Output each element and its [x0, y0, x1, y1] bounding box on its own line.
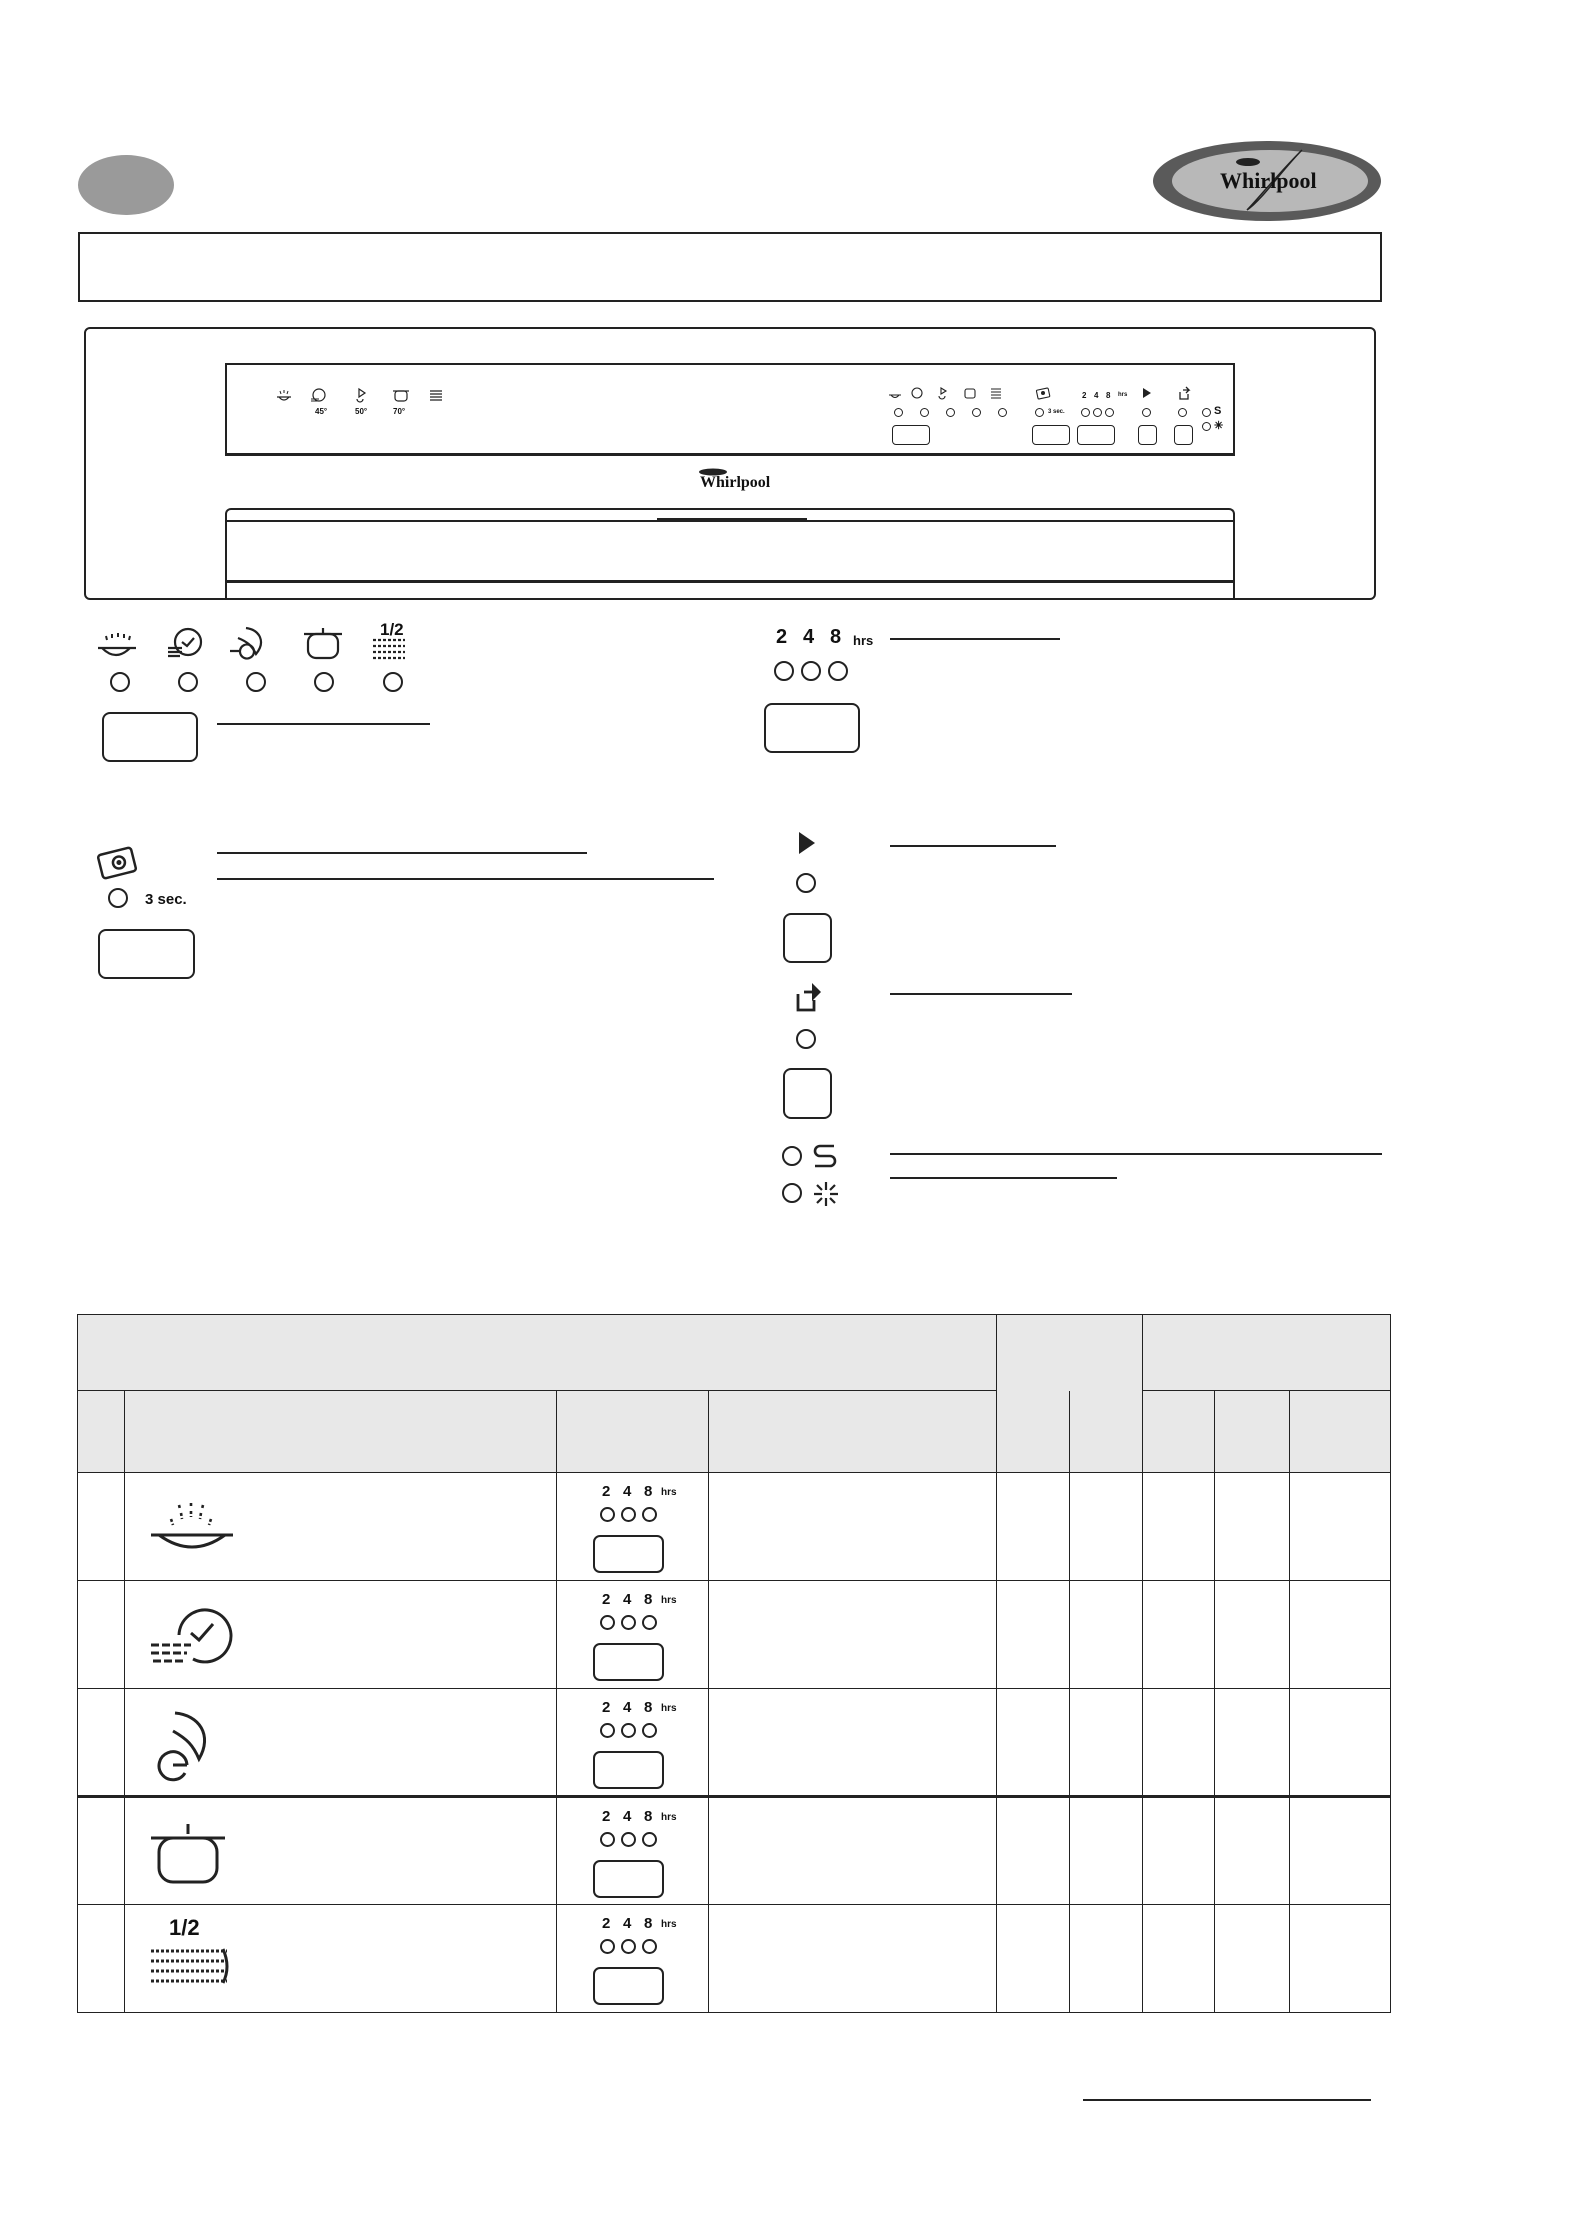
panel-temp-45: 45°: [315, 407, 328, 416]
row-led-4: [621, 1723, 636, 1738]
row-led-8: [642, 1832, 657, 1847]
table-header-sub-1: [1143, 1391, 1215, 1473]
legend-half-load-fraction: 1/2: [380, 620, 404, 639]
legend-start-rule: [890, 845, 1056, 847]
table-row: 2 4 8 hrs: [78, 1797, 1391, 1905]
table-row: 2 4 8 hrs: [78, 1473, 1391, 1581]
legend-led-hold: [108, 888, 128, 908]
legend-led-eco: [246, 672, 266, 692]
legend-program-rule: [217, 723, 430, 725]
table-header-program: [125, 1391, 557, 1473]
legend-led-salt: [782, 1146, 802, 1166]
panel-delay-2: 2: [1082, 391, 1087, 400]
legend-start-icon: [797, 830, 817, 856]
legend-hold-label: 3 sec.: [145, 891, 187, 908]
table-header-main: [78, 1315, 997, 1391]
legend-led-half-load: [383, 672, 403, 692]
row-led-4: [621, 1507, 636, 1522]
panel-led-salt: [1202, 408, 1211, 417]
legend-hold-icon: [96, 845, 138, 881]
panel-led-hold: [1035, 408, 1044, 417]
half-load-icon: [125, 1905, 557, 2013]
legend-salt-icon: [812, 1143, 838, 1167]
panel-delay-4: 4: [1094, 391, 1099, 400]
legend-led-delay-4: [801, 661, 821, 681]
brand-logo-text: Whirlpool: [1220, 168, 1317, 193]
row-led-4: [621, 1939, 636, 1954]
legend-led-start: [796, 873, 816, 893]
legend-led-delay-2: [774, 661, 794, 681]
row-led-2: [600, 1939, 615, 1954]
panel-led-3: [946, 408, 955, 417]
panel-delay-button[interactable]: [1077, 425, 1115, 445]
row-led-2: [600, 1615, 615, 1630]
table-header-num: [78, 1391, 125, 1473]
panel-start-button[interactable]: [1138, 425, 1157, 445]
panel-led-4: [972, 408, 981, 417]
table-row: 2 4 8 hrs: [78, 1581, 1391, 1689]
row-delay-button[interactable]: [593, 1967, 664, 2005]
panel-temp-70: 70°: [393, 407, 406, 416]
row-led-8: [642, 1615, 657, 1630]
control-panel: [225, 363, 1235, 456]
row-delay-button[interactable]: [593, 1535, 664, 1573]
table-header-col-group-a: [997, 1315, 1143, 1473]
legend-delay-2: 2: [776, 626, 788, 648]
row-led-8: [642, 1723, 657, 1738]
row-led-2: [600, 1832, 615, 1847]
legend-delay-4: 4: [803, 626, 815, 648]
table-row: 1/2 2 4 8 hrs: [78, 1905, 1391, 2013]
panel-led-start: [1142, 408, 1151, 417]
legend-indicator-rule-2: [890, 1177, 1117, 1179]
row-delay-button[interactable]: [593, 1751, 664, 1789]
program-table: [77, 1314, 1391, 2013]
brand-logo: [1152, 140, 1382, 222]
panel-rinse-aid-icon: ✳: [1214, 420, 1224, 432]
legend-reset-button[interactable]: [783, 1068, 832, 1119]
panel-led-delay-8: [1105, 408, 1114, 417]
panel-led-rinse-aid: [1202, 422, 1211, 431]
legend-led-quick: [178, 672, 198, 692]
legend-program-icons: [96, 622, 426, 664]
legend-indicator-rule-1: [890, 1153, 1382, 1155]
row-led-4: [621, 1832, 636, 1847]
title-box: [78, 232, 1382, 302]
legend-delay-rule: [890, 638, 1060, 640]
row-led-2: [600, 1507, 615, 1522]
row-led-8: [642, 1507, 657, 1522]
legend-led-rinse: [110, 672, 130, 692]
legend-rinse-aid-icon: [812, 1180, 840, 1208]
legend-reset-rule: [890, 993, 1072, 995]
door-handle-strip: [225, 508, 1235, 600]
legend-hold-rule-1: [217, 852, 587, 854]
footer-rule: [1083, 2099, 1371, 2101]
eco-icon: [125, 1689, 557, 1797]
table-header-sub-3: [1290, 1391, 1391, 1473]
legend-delay-8: 8: [830, 626, 842, 648]
legend-led-delay-8: [828, 661, 848, 681]
front-logo: [690, 468, 780, 498]
panel-hold-label: 3 sec.: [1048, 409, 1065, 415]
quick-wash-icon: [125, 1581, 557, 1689]
legend-start-button[interactable]: [783, 913, 832, 963]
panel-led-5: [998, 408, 1007, 417]
legend-program-button[interactable]: [102, 712, 198, 762]
legend-hold-button[interactable]: [98, 929, 195, 979]
row-led-4: [621, 1615, 636, 1630]
table-header-sub-2: [1215, 1391, 1290, 1473]
half-load-fraction: 1/2: [169, 1915, 200, 1940]
panel-led-2: [920, 408, 929, 417]
panel-program-button[interactable]: [892, 425, 930, 445]
language-badge: [78, 155, 174, 215]
front-logo-text: Whirlpool: [700, 474, 771, 491]
panel-led-1: [894, 408, 903, 417]
panel-salt-icon: S: [1214, 405, 1222, 417]
panel-hold-button[interactable]: [1032, 425, 1070, 445]
rinse-icon: [125, 1473, 557, 1581]
row-led-8: [642, 1939, 657, 1954]
panel-led-delay-4: [1093, 408, 1102, 417]
legend-delay-unit: hrs: [853, 633, 874, 648]
legend-hold-rule-2: [217, 878, 714, 880]
legend-led-rinse-aid: [782, 1183, 802, 1203]
row-delay-button[interactable]: [593, 1643, 664, 1681]
panel-reset-button[interactable]: [1174, 425, 1193, 445]
legend-led-reset: [796, 1029, 816, 1049]
legend-led-intensive: [314, 672, 334, 692]
table-header-col-group-b: [1143, 1315, 1391, 1391]
intensive-pot-icon: [125, 1797, 557, 1905]
panel-temp-50: 50°: [355, 407, 368, 416]
legend-delay-button[interactable]: [764, 703, 860, 753]
table-header-delay: [557, 1391, 709, 1473]
row-led-2: [600, 1723, 615, 1738]
panel-delay-unit: hrs: [1118, 392, 1128, 398]
panel-delay-8: 8: [1106, 391, 1111, 400]
row-delay-button[interactable]: [593, 1860, 664, 1898]
table-row: 2 4 8 hrs: [78, 1689, 1391, 1797]
panel-led-reset: [1178, 408, 1187, 417]
panel-led-delay-2: [1081, 408, 1090, 417]
table-header-desc: [709, 1391, 997, 1473]
legend-reset-icon: [794, 980, 824, 1014]
